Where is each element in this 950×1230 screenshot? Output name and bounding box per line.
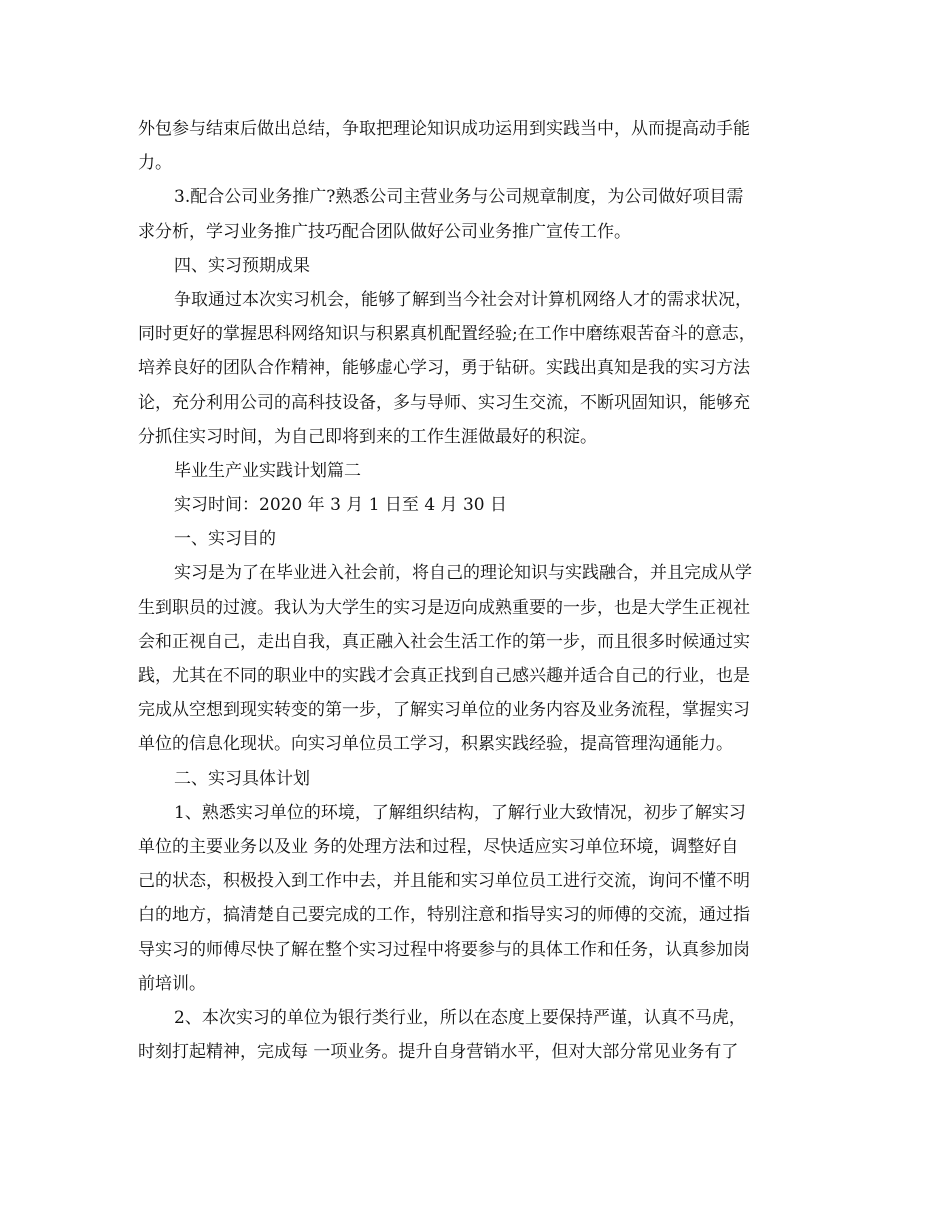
text-line: 会和正视自己，走出自我，真正融入社会生活工作的第一步，而且很多时候通过实 (138, 631, 750, 652)
text-line: 前培训。 (138, 973, 206, 994)
text-line: 实习是为了在毕业进入社会前，将自己的理论知识与实践融合，并且完成从学 (174, 563, 752, 584)
text-line: 己的状态，积极投入到工作中去，并且能和实习单位员工进行交流，询问不懂不明 (138, 871, 750, 892)
text-line: 生到职员的过渡。我认为大学生的实习是迈向成熟重要的一步，也是大学生正视社 (138, 597, 750, 618)
text-line: 二、实习具体计划 (174, 768, 310, 789)
text-line: 争取通过本次实习机会，能够了解到当今社会对计算机网络人才的需求状况， (174, 289, 752, 310)
document-body (138, 112, 822, 1069)
text-line: 实习时间：2020 年 3 月 1 日至 4 月 30 日 (174, 495, 507, 516)
text-line: 时刻打起精神，完成每 一项业务。提升自身营销水平，但对大部分常见业务有了 (138, 1042, 739, 1063)
text-line: 力。 (138, 153, 172, 174)
text-line: 毕业生产业实践计划篇二 (174, 460, 361, 481)
text-line: 同时更好的掌握思科网络知识与积累真机配置经验;在工作中磨练艰苦奋斗的意志， (138, 324, 756, 345)
text-line: 分抓住实习时间，为自己即将到来的工作生涯做最好的积淀。 (138, 426, 597, 447)
text-line: 单位的信息化现状。向实习单位员工学习，积累实践经验，提高管理沟通能力。 (138, 734, 733, 755)
text-line: 践，尤其在不同的职业中的实践才会真正找到自己感兴趣并适合自己的行业，也是 (138, 666, 750, 686)
text-line: 完成从空想到现实转变的第一步，了解实习单位的业务内容及业务流程，掌握实习 (138, 700, 750, 721)
text-line: 2、本次实习的单位为银行类行业，所以在态度上要保持严谨，认真不马虎， (174, 1007, 746, 1028)
text-line: 四、实习预期成果 (174, 255, 310, 276)
text-line: 白的地方，搞清楚自己要完成的工作，特别注意和指导实习的师傅的交流，通过指 (138, 905, 750, 926)
text-line: 导实习的师傅尽快了解在整个实习过程中将要参与的具体工作和任务，认真参加岗 (138, 939, 750, 960)
text-line: 单位的主要业务以及业 务的处理方法和过程，尽快适应实习单位环境，调整好自 (138, 836, 739, 857)
text-line: 培养良好的团队合作精神，能够虚心学习，勇于钻研。实践出真知是我的实习方法 (138, 358, 750, 379)
text-line: 论，充分利用公司的高科技设备，多与导师、实习生交流，不断巩固知识，能够充 (138, 392, 750, 413)
text-line: 3.配合公司业务推广?熟悉公司主营业务与公司规章制度，为公司做好项目需 (174, 187, 744, 208)
text-line: 外包参与结束后做出总结，争取把理论知识成功运用到实践当中，从而提高动手能 (138, 119, 750, 139)
text-line: 求分析，学习业务推广技巧配合团队做好公司业务推广宣传工作。 (138, 221, 631, 242)
text-line: 1、熟悉实习单位的环境，了解组织结构，了解行业大致情况，初步了解实习 (174, 802, 746, 823)
text-line: 一、实习目的 (174, 529, 276, 550)
